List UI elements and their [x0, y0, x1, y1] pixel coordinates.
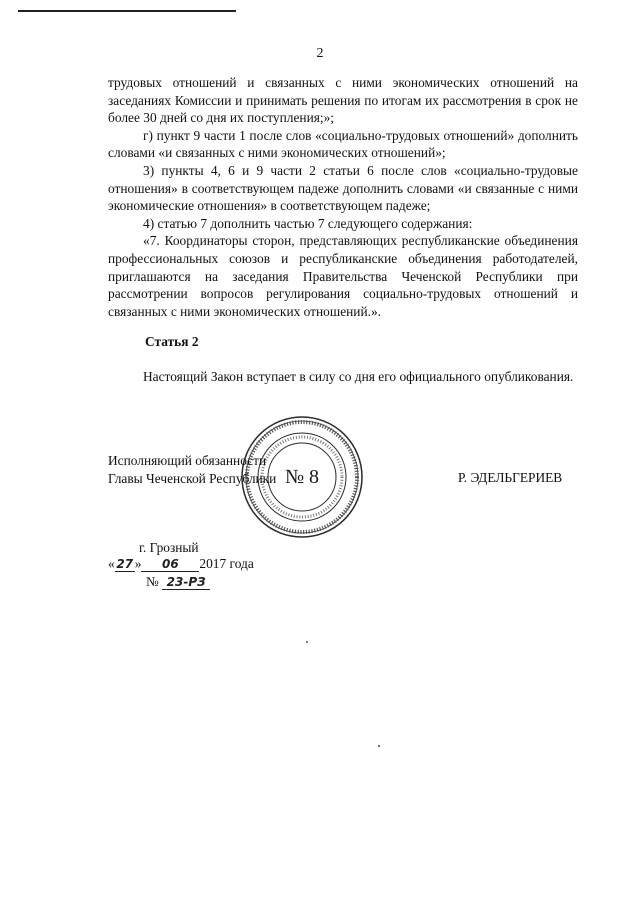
place-of-signing: г. Грозный: [139, 540, 199, 555]
seal-number: № 8: [284, 466, 320, 488]
signing-date: [108, 556, 254, 572]
paragraph-item-g: г) пункт 9 части 1 после слов «социально-трудовых отношений» дополнить словами «и связанных с ними экономических отношений»;: [108, 127, 578, 161]
date-open-quote: «: [108, 556, 115, 571]
signatory-title: [108, 452, 276, 488]
article-heading: Статья 2: [145, 334, 199, 349]
date-close-quote: »: [134, 556, 142, 571]
top-rule: [18, 10, 236, 12]
paragraph-item-3: 3) пункты 4, 6 и 9 части 2 статьи 6 после слов «социально-трудовые отношения» в соответствующем падеже дополнить словами «и связанные с ними экономические отношения» в соответствующем падеже;: [108, 162, 578, 214]
number-value: 23-РЗ: [162, 576, 210, 590]
signatory-title-line1: Исполняющий обязанности: [108, 453, 267, 468]
signatory-title-line2: Главы Чеченской Республики: [108, 471, 277, 486]
date-day: 27: [116, 557, 134, 571]
article-body: Настоящий Закон вступает в силу со дня его официального опубликования.: [143, 369, 574, 384]
number-prefix: №: [146, 574, 159, 589]
signatory-name: Р. ЭДЕЛЬГЕРИЕВ: [458, 470, 563, 485]
date-month: 06: [141, 558, 199, 572]
law-number: [146, 574, 210, 590]
paragraph-item-4: 4) статью 7 дополнить частью 7 следующего содержания:: [143, 215, 473, 231]
scan-speck: [378, 745, 380, 747]
scan-speck: [306, 641, 308, 643]
page-number: 2: [316, 46, 324, 61]
paragraph-quote-part-7: «7. Координаторы сторон, представляющих республиканские объединения профессиональных союзов и республиканские объединения работодателей, приглашаются на заседания Правительства Чеченской Республики при рассмотрении вопросов регулирования социально-трудовых отношений и связанных с ними экономических отношений.».: [108, 233, 578, 319]
body-text: [108, 74, 578, 320]
paragraph-continuation: трудовых отношений и связанных с ними экономических отношений на заседаниях Комиссии и принимать решения по итогам их рассмотрения в срок не более 30 дней со дня их поступления;»;: [108, 75, 578, 126]
date-year: 2017 года: [199, 556, 254, 571]
